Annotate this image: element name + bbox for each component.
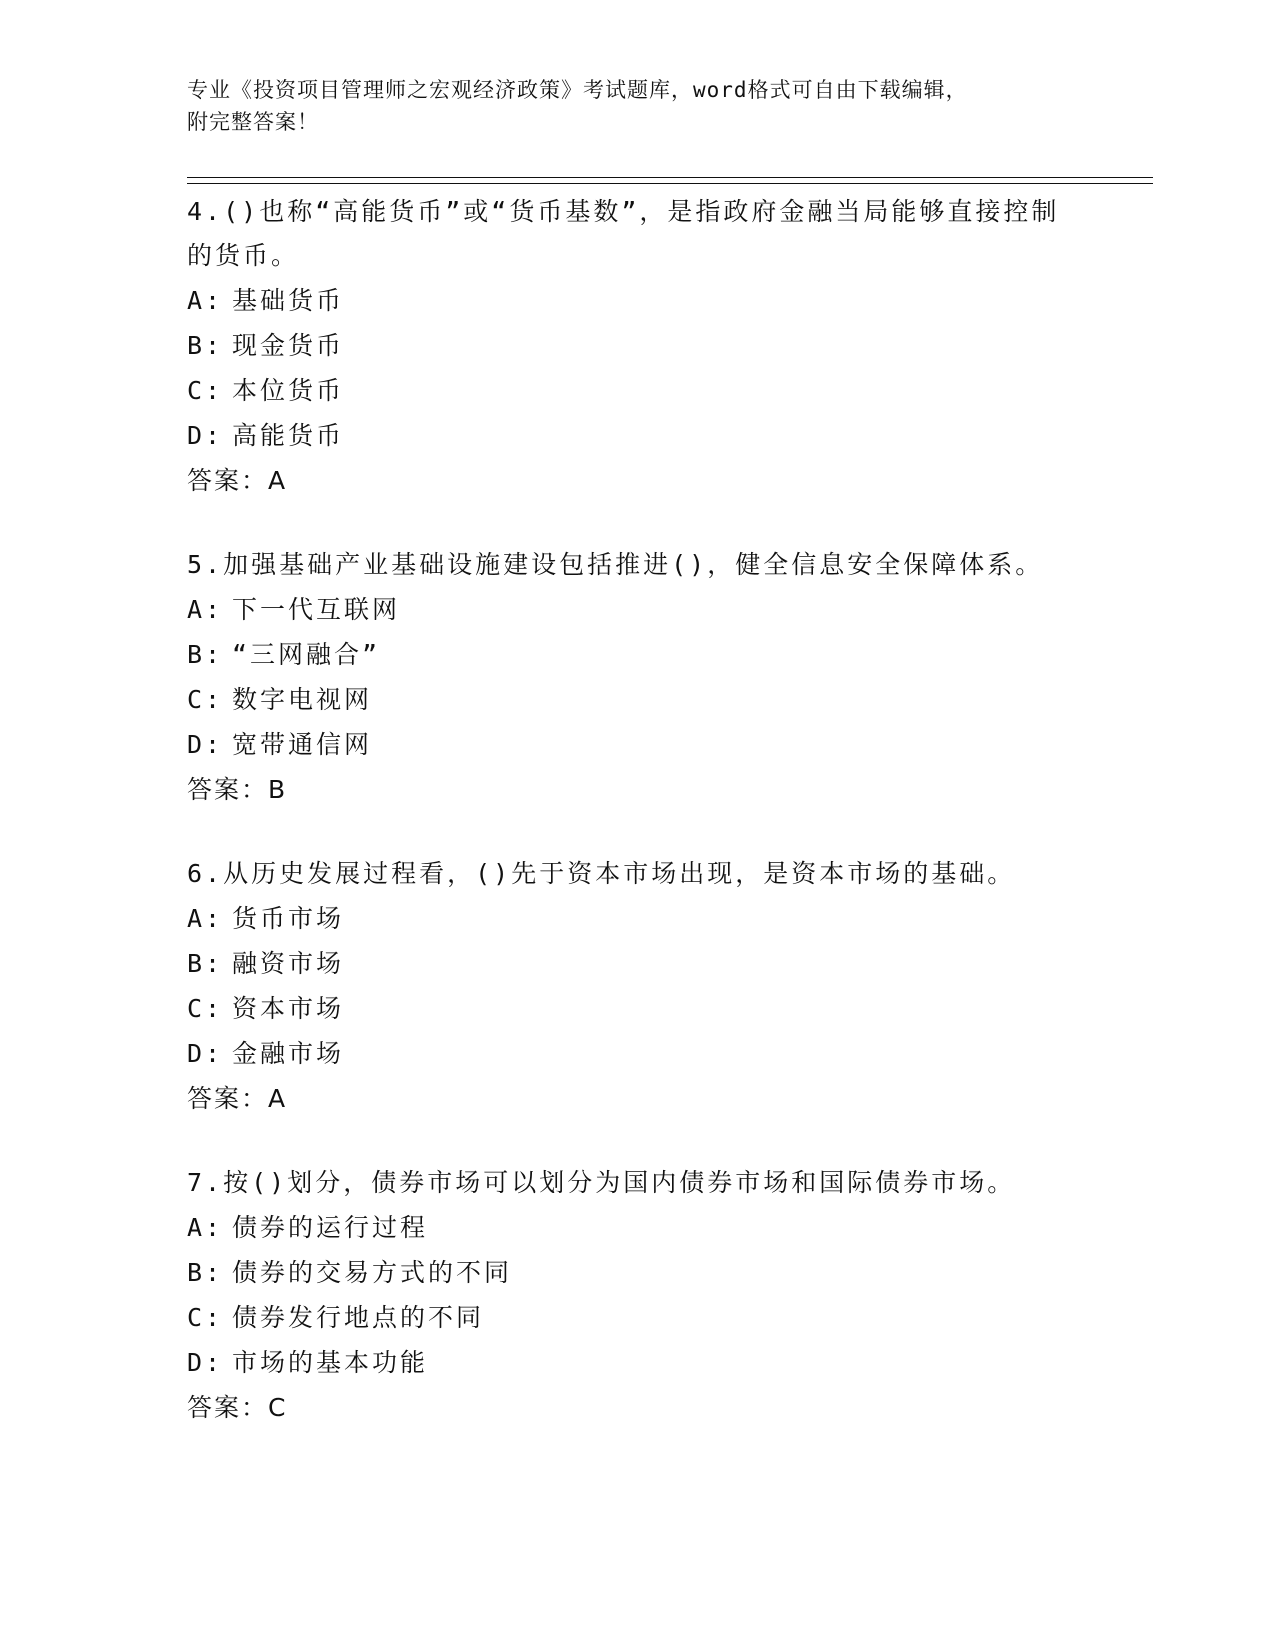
question-5 xyxy=(187,543,1147,812)
option-b xyxy=(187,632,1147,677)
option-text: 数字电视网 xyxy=(232,685,373,714)
option-letter: B: xyxy=(187,949,224,978)
option-b xyxy=(187,323,1147,368)
option-a xyxy=(187,587,1147,632)
option-text: 基础货币 xyxy=(232,286,345,315)
option-text: 融资市场 xyxy=(232,949,345,978)
header-divider-top xyxy=(187,177,1153,178)
header-line-1: 专业《投资项目管理师之宏观经济政策》考试题库，word格式可自由下载编辑， xyxy=(187,78,968,102)
option-text: 债券的交易方式的不同 xyxy=(232,1258,513,1287)
option-text: 市场的基本功能 xyxy=(232,1348,429,1377)
option-text: 下一代互联网 xyxy=(232,595,401,624)
answer-line: 答案：C xyxy=(187,1393,288,1422)
answer-line: 答案：A xyxy=(187,1084,288,1113)
option-letter: C: xyxy=(187,685,224,714)
option-text: 资本市场 xyxy=(232,994,345,1023)
option-text: 金融市场 xyxy=(232,1039,345,1068)
option-text: “三网融合” xyxy=(232,640,381,669)
question-stem: 7.按()划分，债券市场可以划分为国内债券市场和国际债券市场。 xyxy=(187,1168,1016,1197)
question-6 xyxy=(187,852,1147,1121)
option-text: 宽带通信网 xyxy=(232,730,373,759)
option-letter: A: xyxy=(187,595,224,624)
option-letter: D: xyxy=(187,730,224,759)
option-b xyxy=(187,1250,1147,1295)
answer-line: 答案：A xyxy=(187,466,288,495)
option-text: 现金货币 xyxy=(232,331,345,360)
option-letter: B: xyxy=(187,331,224,360)
option-c xyxy=(187,986,1147,1031)
option-letter: D: xyxy=(187,421,224,450)
option-letter: D: xyxy=(187,1348,224,1377)
option-b xyxy=(187,941,1147,986)
option-letter: C: xyxy=(187,1303,224,1332)
question-list xyxy=(187,190,1147,1470)
option-a xyxy=(187,1205,1147,1250)
option-a xyxy=(187,896,1147,941)
option-letter: B: xyxy=(187,640,224,669)
option-a xyxy=(187,278,1147,323)
header-line-2: 附完整答案！ xyxy=(187,110,319,134)
option-c xyxy=(187,1295,1147,1340)
option-letter: A: xyxy=(187,904,224,933)
option-text: 本位货币 xyxy=(232,376,345,405)
question-7 xyxy=(187,1161,1147,1430)
option-c xyxy=(187,677,1147,722)
option-letter: C: xyxy=(187,376,224,405)
option-text: 债券的运行过程 xyxy=(232,1213,429,1242)
question-stem: 6.从历史发展过程看，()先于资本市场出现，是资本市场的基础。 xyxy=(187,859,1016,888)
question-stem: 4.()也称“高能货币”或“货币基数”，是指政府金融当局能够直接控制的货币。 xyxy=(187,197,1060,270)
option-text: 债券发行地点的不同 xyxy=(232,1303,485,1332)
option-letter: A: xyxy=(187,286,224,315)
answer-line: 答案：B xyxy=(187,775,288,804)
option-letter: A: xyxy=(187,1213,224,1242)
option-c xyxy=(187,368,1147,413)
option-text: 高能货币 xyxy=(232,421,345,450)
option-d xyxy=(187,722,1147,767)
option-d xyxy=(187,413,1147,458)
option-d xyxy=(187,1031,1147,1076)
option-d xyxy=(187,1340,1147,1385)
option-letter: C: xyxy=(187,994,224,1023)
document-header xyxy=(187,74,1067,138)
question-4 xyxy=(187,190,1147,503)
option-letter: B: xyxy=(187,1258,224,1287)
header-divider-bottom xyxy=(187,183,1153,184)
option-letter: D: xyxy=(187,1039,224,1068)
question-stem: 5.加强基础产业基础设施建设包括推进()，健全信息安全保障体系。 xyxy=(187,550,1044,579)
option-text: 货币市场 xyxy=(232,904,345,933)
